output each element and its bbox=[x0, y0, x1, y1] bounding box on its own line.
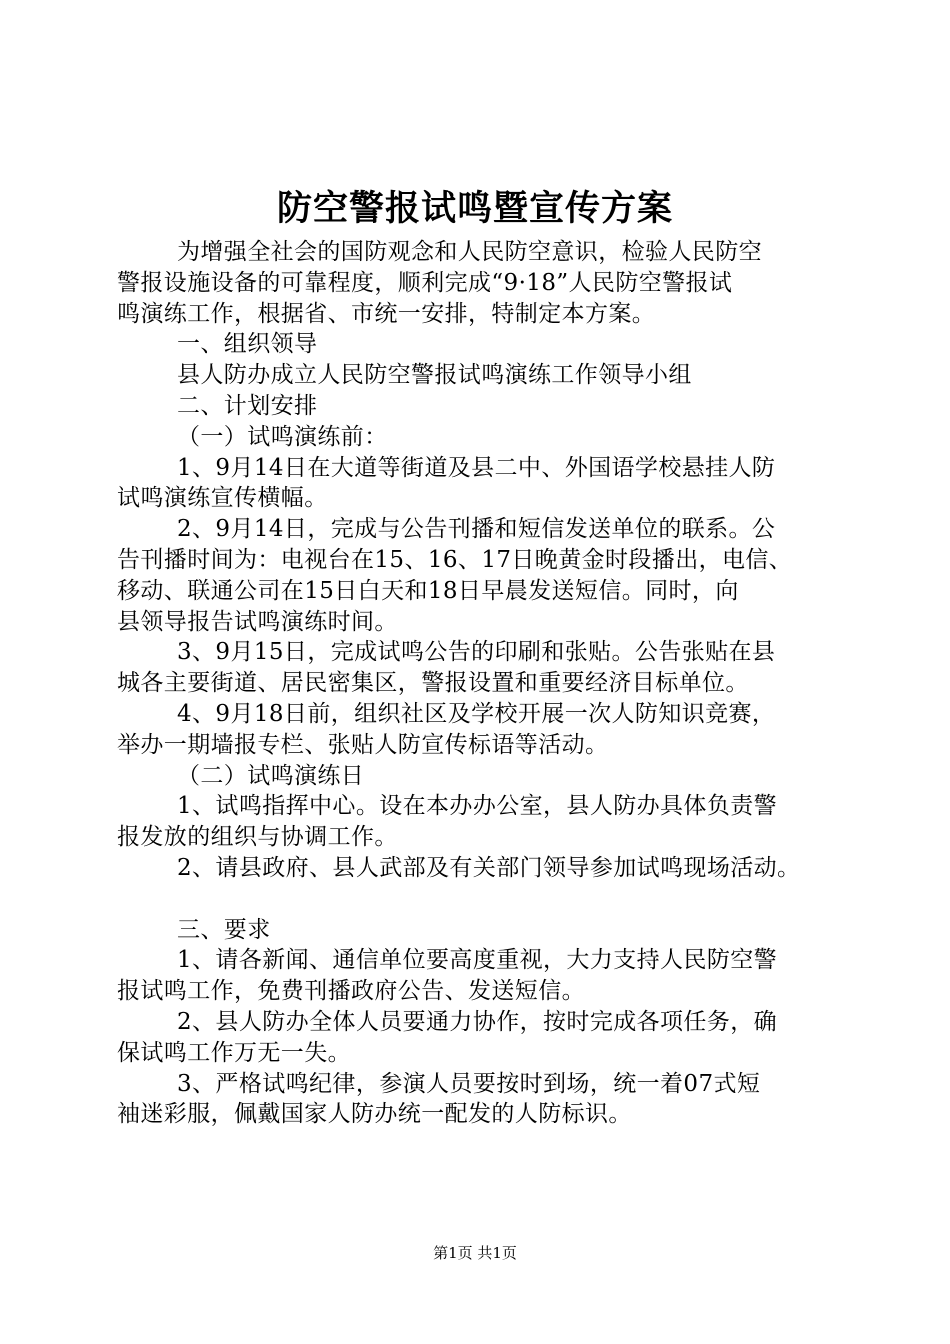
paragraph-line: 2、请县政府、县人武部及有关部门领导参加试鸣现场活动。 bbox=[177, 854, 801, 881]
section-heading: 一、组织领导 bbox=[177, 331, 318, 358]
paragraph-line: 举办一期墙报专栏、张贴人防宣传标语等活动。 bbox=[117, 731, 609, 758]
paragraph-line: 1、请各新闻、通信单位要高度重视，大力支持人民防空警 bbox=[177, 947, 778, 974]
paragraph-line: 城各主要街道、居民密集区，警报设置和重要经济目标单位。 bbox=[117, 670, 749, 697]
page-footer: 第1页 共1页 bbox=[433, 1244, 517, 1262]
paragraph-line: 3、严格试鸣纪律，参演人员要按时到场，统一着07式短 bbox=[177, 1070, 761, 1097]
paragraph-line: 2、县人防办全体人员要通力协作，按时完成各项任务，确 bbox=[177, 1008, 778, 1035]
paragraph-line: 袖迷彩服，佩戴国家人防办统一配发的人防标识。 bbox=[117, 1101, 632, 1128]
document-title: 防空警报试鸣暨宣传方案 bbox=[276, 188, 673, 229]
paragraph-line: 县领导报告试鸣演练时间。 bbox=[117, 608, 398, 635]
section-heading: 三、要求 bbox=[177, 916, 271, 943]
paragraph-line: 县人防办成立人民防空警报试鸣演练工作领导小组 bbox=[177, 362, 692, 389]
document-body bbox=[117, 237, 839, 1130]
blank-line bbox=[117, 884, 839, 915]
section-heading: 二、计划安排 bbox=[177, 392, 318, 419]
paragraph-line: 2、9月14日，完成与公告刊播和短信发送单位的联系。公 bbox=[177, 516, 776, 543]
paragraph-line: 为增强全社会的国防观念和人民防空意识，检验人民防空 bbox=[177, 239, 762, 265]
paragraph-line: 试鸣演练宣传横幅。 bbox=[117, 485, 328, 512]
paragraph-line: 警报设施设备的可靠程度，顺利完成“9·18”人民防空警报试 bbox=[117, 269, 733, 296]
paragraph-line: 1、试鸣指挥中心。设在本办办公室，县人防办具体负责警 bbox=[177, 793, 778, 820]
paragraph-line: 1、9月14日在大道等街道及县二中、外国语学校悬挂人防 bbox=[177, 454, 776, 481]
paragraph-line: 4、9月18日前，组织社区及学校开展一次人防知识竞赛， bbox=[177, 700, 776, 727]
paragraph-line: 报试鸣工作，免费刊播政府公告、发送短信。 bbox=[117, 978, 585, 1005]
paragraph-line: 保试鸣工作万无一失。 bbox=[117, 1039, 351, 1066]
subsection-heading: （一）试鸣演练前： bbox=[177, 423, 388, 450]
paragraph-line: 移动、联通公司在15日白天和18日早晨发送短信。同时，向 bbox=[117, 577, 739, 604]
subsection-heading: （二）试鸣演练日 bbox=[177, 762, 365, 789]
paragraph-line: 报发放的组织与协调工作。 bbox=[117, 824, 398, 851]
paragraph-line: 鸣演练工作，根据省、市统一安排，特制定本方案。 bbox=[117, 300, 656, 327]
paragraph-line: 告刊播时间为：电视台在15、16、17日晚黄金时段播出，电信、 bbox=[117, 546, 793, 573]
paragraph-line: 3、9月15日，完成试鸣公告的印刷和张贴。公告张贴在县 bbox=[177, 639, 776, 666]
